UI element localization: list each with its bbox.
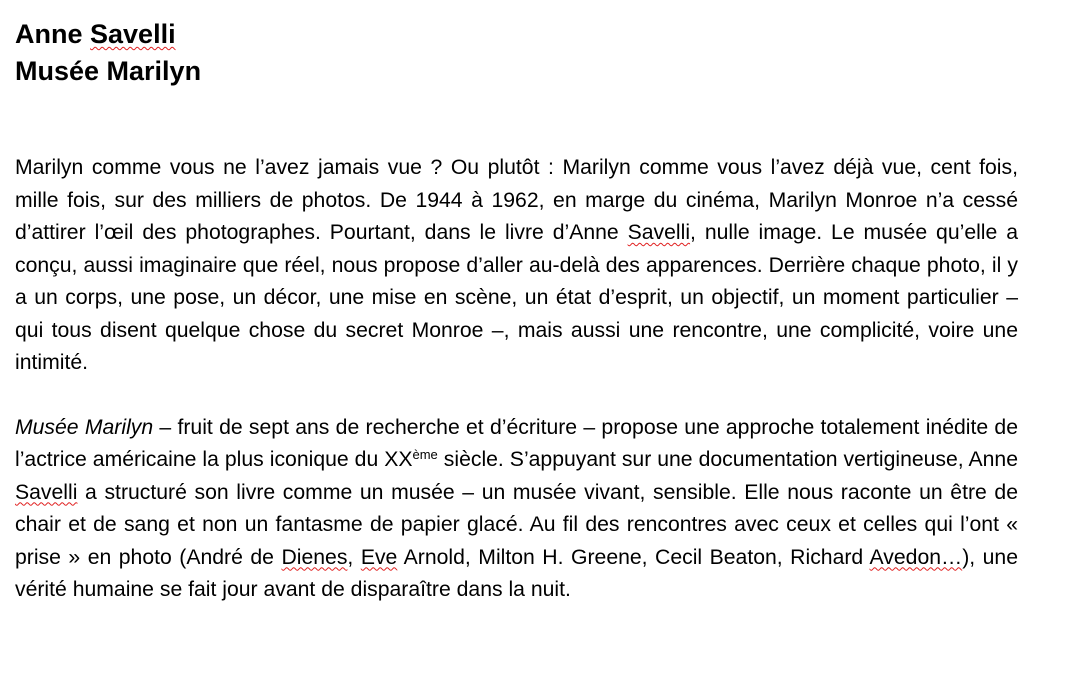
book-title-heading: Musée Marilyn (15, 56, 202, 86)
author-heading (15, 16, 1018, 53)
italic-book-title: Musée Marilyn (15, 415, 154, 439)
document-page (15, 16, 1018, 607)
paragraph-1: Marilyn comme vous ne l’avez jamais vue ? Ou plutôt : Marilyn comme vous l’avez déjà vue, cent fois, mille fois, sur des milliers de photos. De 1944 à 1962, en marge du cinéma, Marilyn Monroe n’a cessé d’attirer l’œil des photographes. Pourtant, dans le livre d’Anne Savelli, nulle image. Le musée qu’elle a conçu, aussi imaginaire que réel, nous propose d’aller au-delà des apparences. Derrière chaque photo, il y a un corps, une pose, un décor, une mise en scène, un état d’esprit, un objectif, un moment particulier – qui tous disent quelque chose du secret Monroe –, mais aussi une rencontre, une complicité, voire une intimité. (15, 156, 1019, 374)
misspelled-word: Eve (360, 545, 398, 569)
author-last-name: Savelli (90, 19, 176, 49)
misspelled-word: Savelli (627, 221, 691, 244)
heading-spacer (15, 90, 1018, 152)
century-superscript: ème (412, 447, 438, 462)
misspelled-word: Savelli (15, 480, 78, 504)
paragraph-2: Musée Marilyn – fruit de sept ans de recherche et d’écriture – propose une approche totalement inédite de l’actrice américaine la plus iconique du XXème siècle. S’appuyant sur une documentation vertigineuse, Anne Savelli a structuré son livre comme un musée – un musée vivant, sensible. Elle nous raconte un être de chair et de sang et non un fantasme de papier glacé. Au fil des rencontres avec ceux et celles qui l’ont « prise » en photo (André de Dienes, Eve Arnold, Milton H. Greene, Cecil Beaton, Richard Avedon…), une vérité humaine se fait jour avant de disparaître dans la nuit. (15, 415, 1018, 601)
misspelled-word: Dienes (281, 545, 348, 569)
misspelled-word: Avedon… (869, 545, 963, 569)
author-first-name: Anne (15, 19, 91, 49)
paragraph-gap (15, 380, 1018, 412)
